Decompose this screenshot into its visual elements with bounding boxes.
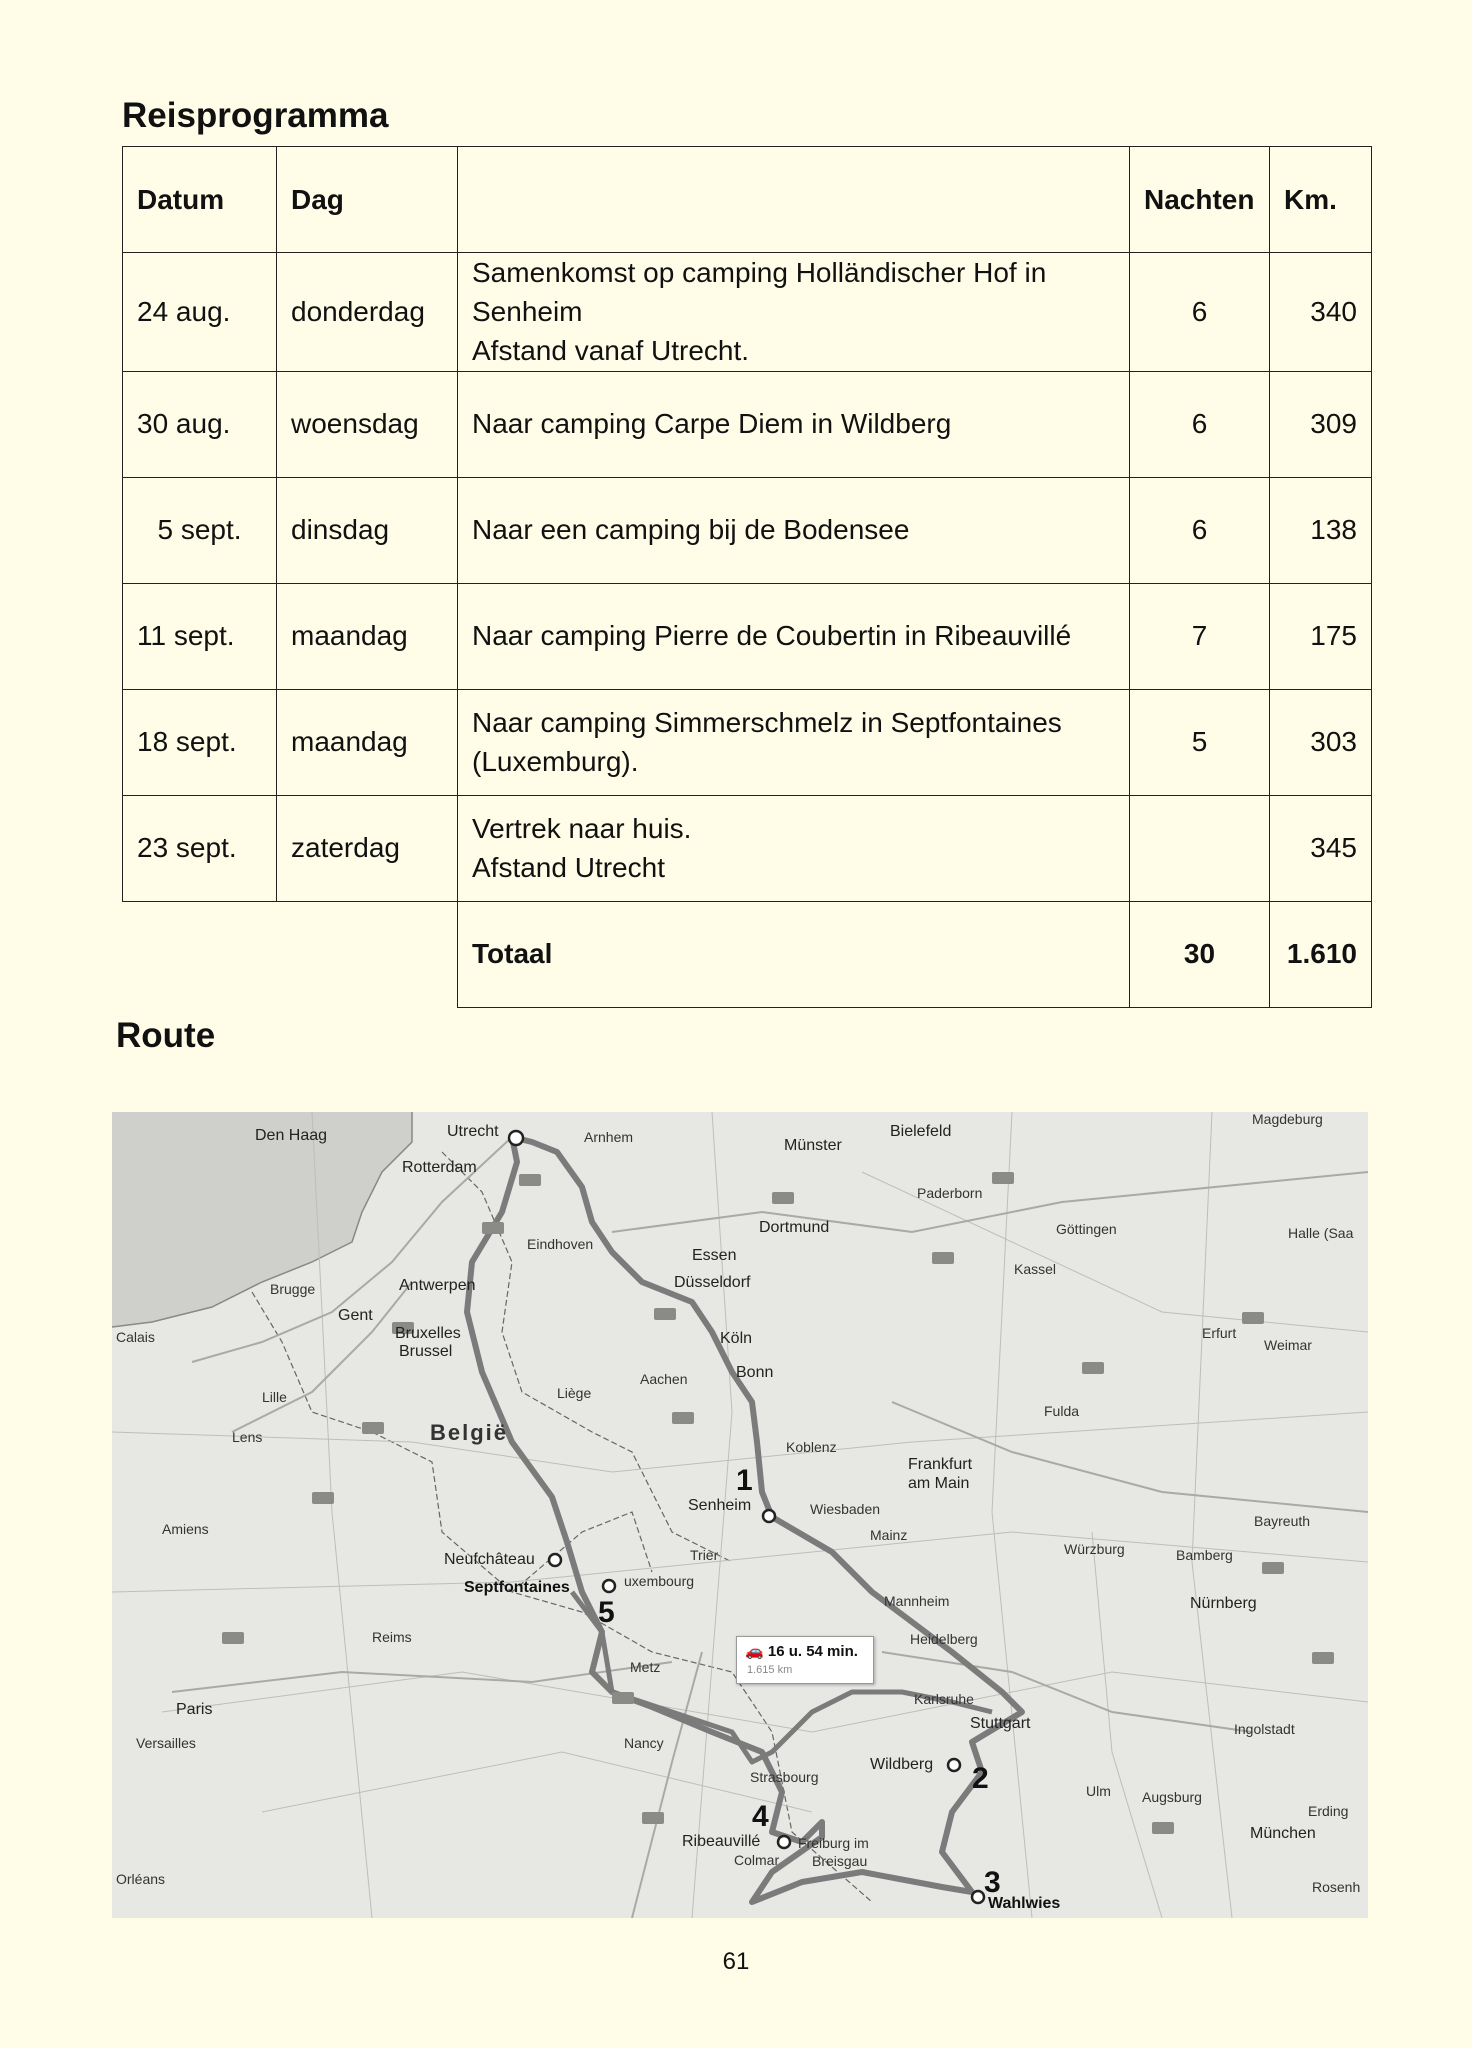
place-stuttgart: Stuttgart xyxy=(970,1715,1031,1732)
place-wildberg: Wildberg xyxy=(870,1756,934,1773)
place-rotterdam: Rotterdam xyxy=(402,1159,477,1176)
header-datum: Datum xyxy=(123,147,277,253)
cell-datum: 24 aug. xyxy=(123,253,277,372)
stop-number-3: 3 xyxy=(984,1866,1001,1899)
cell-km: 309 xyxy=(1270,371,1372,477)
header-km: Km. xyxy=(1270,147,1372,253)
place-weimar: Weimar xyxy=(1264,1337,1312,1353)
cell-description xyxy=(458,795,1130,901)
route-duration: 🚗 16 u. 54 min. xyxy=(745,1643,858,1660)
description-line: Naar een camping bij de Bodensee xyxy=(472,514,910,546)
route-duration-text: 16 u. 54 min. xyxy=(767,1643,858,1660)
place-freiburg: Freiburg im xyxy=(798,1835,869,1851)
table-row xyxy=(123,795,1372,901)
description-line: Samenkomst op camping Holländischer Hof in xyxy=(472,257,1047,288)
place-bruxelles: Bruxelles xyxy=(395,1325,461,1342)
place-magdeburg: Magdeburg xyxy=(1252,1112,1323,1127)
cell-km: 340 xyxy=(1270,253,1372,372)
cell-dag: dinsdag xyxy=(277,477,458,583)
table-row xyxy=(123,583,1372,689)
schedule-table xyxy=(122,146,1372,1008)
place-ribeauville: Ribeauvillé xyxy=(682,1833,761,1850)
table-row xyxy=(123,253,1372,372)
place-bamberg: Bamberg xyxy=(1176,1547,1233,1563)
cell-description xyxy=(458,583,1130,689)
place-karlsruhe: Karlsruhe xyxy=(914,1691,974,1707)
cell-nachten: 6 xyxy=(1130,253,1270,372)
description-line: (Luxemburg). xyxy=(472,746,639,778)
place-den-haag: Den Haag xyxy=(255,1127,328,1144)
place-brugge: Brugge xyxy=(270,1281,316,1297)
cell-nachten: 6 xyxy=(1130,477,1270,583)
cell-dag: zaterdag xyxy=(277,795,458,901)
stop-number-2: 2 xyxy=(972,1762,989,1795)
place-gottingen: Göttingen xyxy=(1056,1221,1117,1237)
description-line: Naar camping Simmerschmelz in Septfontaines xyxy=(472,706,1062,738)
cell-km: 345 xyxy=(1270,795,1372,901)
cell-description xyxy=(458,371,1130,477)
place-lens: Lens xyxy=(232,1429,263,1445)
place-antwerpen: Antwerpen xyxy=(399,1277,476,1294)
place-colmar: Colmar xyxy=(734,1852,780,1868)
place-senheim: Senheim xyxy=(688,1497,752,1514)
place-metz: Metz xyxy=(630,1659,661,1675)
stop-number-1: 1 xyxy=(736,1464,753,1497)
cell-nachten: 5 xyxy=(1130,689,1270,795)
route-summary-callout xyxy=(736,1636,874,1684)
place-calais: Calais xyxy=(116,1329,155,1345)
cell-description xyxy=(458,253,1130,372)
place-dusseldorf: Düsseldorf xyxy=(674,1274,751,1291)
total-row xyxy=(123,901,1372,1007)
cell-dag: woensdag xyxy=(277,371,458,477)
place-fulda: Fulda xyxy=(1044,1403,1080,1419)
page-number: 61 xyxy=(722,1948,750,1975)
cell-datum: 23 sept. xyxy=(123,795,277,901)
place-eindhoven: Eindhoven xyxy=(527,1236,594,1252)
description-line: Naar camping Carpe Diem in Wildberg xyxy=(472,408,952,440)
place-mainz: Mainz xyxy=(870,1527,908,1543)
cell-dag: donderdag xyxy=(277,253,458,372)
place-bielefeld: Bielefeld xyxy=(890,1123,952,1140)
place-paris: Paris xyxy=(176,1701,213,1718)
total-km: 1.610 xyxy=(1270,901,1372,1007)
total-label: Totaal xyxy=(458,901,1130,1007)
cell-nachten: 6 xyxy=(1130,371,1270,477)
place-belgie: België xyxy=(430,1420,509,1445)
cell-datum: 11 sept. xyxy=(123,583,277,689)
stop-number-5: 5 xyxy=(598,1596,615,1629)
place-rosenheim: Rosenh xyxy=(1312,1879,1361,1895)
route-distance: 1.615 km xyxy=(747,1664,793,1676)
place-ingolstadt: Ingolstadt xyxy=(1234,1721,1295,1737)
place-versailles: Versailles xyxy=(136,1735,196,1751)
place-munster: Münster xyxy=(784,1137,842,1154)
place-septfontaines: Septfontaines xyxy=(464,1579,570,1596)
header-dag: Dag xyxy=(277,147,458,253)
cell-dag: maandag xyxy=(277,583,458,689)
place-neufchateau: Neufchâteau xyxy=(444,1551,535,1568)
place-reims: Reims xyxy=(372,1629,412,1645)
place-amiens: Amiens xyxy=(162,1521,209,1537)
cell-description xyxy=(458,477,1130,583)
place-wiesbaden: Wiesbaden xyxy=(810,1501,881,1517)
place-erfurt: Erfurt xyxy=(1202,1325,1237,1341)
place-liege: Liège xyxy=(557,1385,592,1401)
place-wahlwies: Wahlwies xyxy=(988,1895,1061,1912)
empty-cell xyxy=(277,901,458,1007)
cell-description xyxy=(458,689,1130,795)
place-arnhem: Arnhem xyxy=(584,1129,634,1145)
table-row xyxy=(123,371,1372,477)
place-trier: Trier xyxy=(690,1547,719,1563)
place-strasbourg: Strasbourg xyxy=(750,1769,819,1785)
place-paderborn: Paderborn xyxy=(917,1185,983,1201)
place-erding: Erding xyxy=(1308,1803,1349,1819)
cell-datum: 30 aug. xyxy=(123,371,277,477)
place-halle: Halle (Saa xyxy=(1288,1225,1354,1241)
description-line: Afstand vanaf Utrecht. xyxy=(472,335,750,367)
place-koblenz: Koblenz xyxy=(786,1439,837,1455)
place-augsburg: Augsburg xyxy=(1142,1789,1202,1805)
table-header-row xyxy=(123,147,1372,253)
place-bonn: Bonn xyxy=(736,1364,774,1381)
place-nurnberg: Nürnberg xyxy=(1190,1595,1257,1612)
place-kassel: Kassel xyxy=(1014,1261,1057,1277)
description-line: Vertrek naar huis. xyxy=(472,812,692,844)
place-heidelberg: Heidelberg xyxy=(910,1631,978,1647)
description-line: Naar camping Pierre de Coubertin in Ribeauvillé xyxy=(472,620,1072,652)
cell-datum: 5 sept. xyxy=(123,477,277,583)
place-orleans: Orléans xyxy=(116,1871,166,1887)
sea-area xyxy=(112,1112,412,1327)
cell-datum: 18 sept. xyxy=(123,689,277,795)
table-row xyxy=(123,477,1372,583)
route-heading: Route xyxy=(116,1016,216,1055)
table-row xyxy=(123,689,1372,795)
place-lille: Lille xyxy=(262,1389,287,1405)
place-koln: Köln xyxy=(720,1330,753,1347)
place-wurzburg: Würzburg xyxy=(1064,1541,1125,1557)
header-description xyxy=(458,147,1130,253)
page-heading: Reisprogramma xyxy=(122,96,389,135)
empty-cell xyxy=(123,901,277,1007)
place-dortmund: Dortmund xyxy=(759,1219,830,1236)
place-nancy: Nancy xyxy=(624,1735,664,1751)
place-ulm: Ulm xyxy=(1086,1783,1111,1799)
cell-nachten: 7 xyxy=(1130,583,1270,689)
cell-km: 303 xyxy=(1270,689,1372,795)
place-essen: Essen xyxy=(692,1247,737,1264)
place-am-main: am Main xyxy=(908,1475,970,1492)
place-breisgau: Breisgau xyxy=(812,1853,868,1869)
total-nachten: 30 xyxy=(1130,901,1270,1007)
route-map xyxy=(112,1112,1368,1918)
place-gent: Gent xyxy=(338,1307,373,1324)
place-aachen: Aachen xyxy=(640,1371,688,1387)
road-shields xyxy=(222,1172,1334,1834)
cell-km: 175 xyxy=(1270,583,1372,689)
stop-number-4: 4 xyxy=(752,1800,769,1833)
place-munchen: München xyxy=(1250,1825,1316,1842)
place-luxembourg: uxembourg xyxy=(624,1573,695,1589)
place-brussel: Brussel xyxy=(399,1343,453,1360)
place-utrecht: Utrecht xyxy=(447,1123,499,1140)
cell-km: 138 xyxy=(1270,477,1372,583)
place-mannheim: Mannheim xyxy=(884,1593,950,1609)
cell-dag: maandag xyxy=(277,689,458,795)
description-line: Afstand Utrecht xyxy=(472,852,665,884)
cell-nachten xyxy=(1130,795,1270,901)
place-frankfurt: Frankfurt xyxy=(908,1456,973,1473)
place-bayreuth: Bayreuth xyxy=(1254,1513,1311,1529)
description-line: Senheim xyxy=(472,296,583,328)
header-nachten: Nachten xyxy=(1130,147,1270,253)
